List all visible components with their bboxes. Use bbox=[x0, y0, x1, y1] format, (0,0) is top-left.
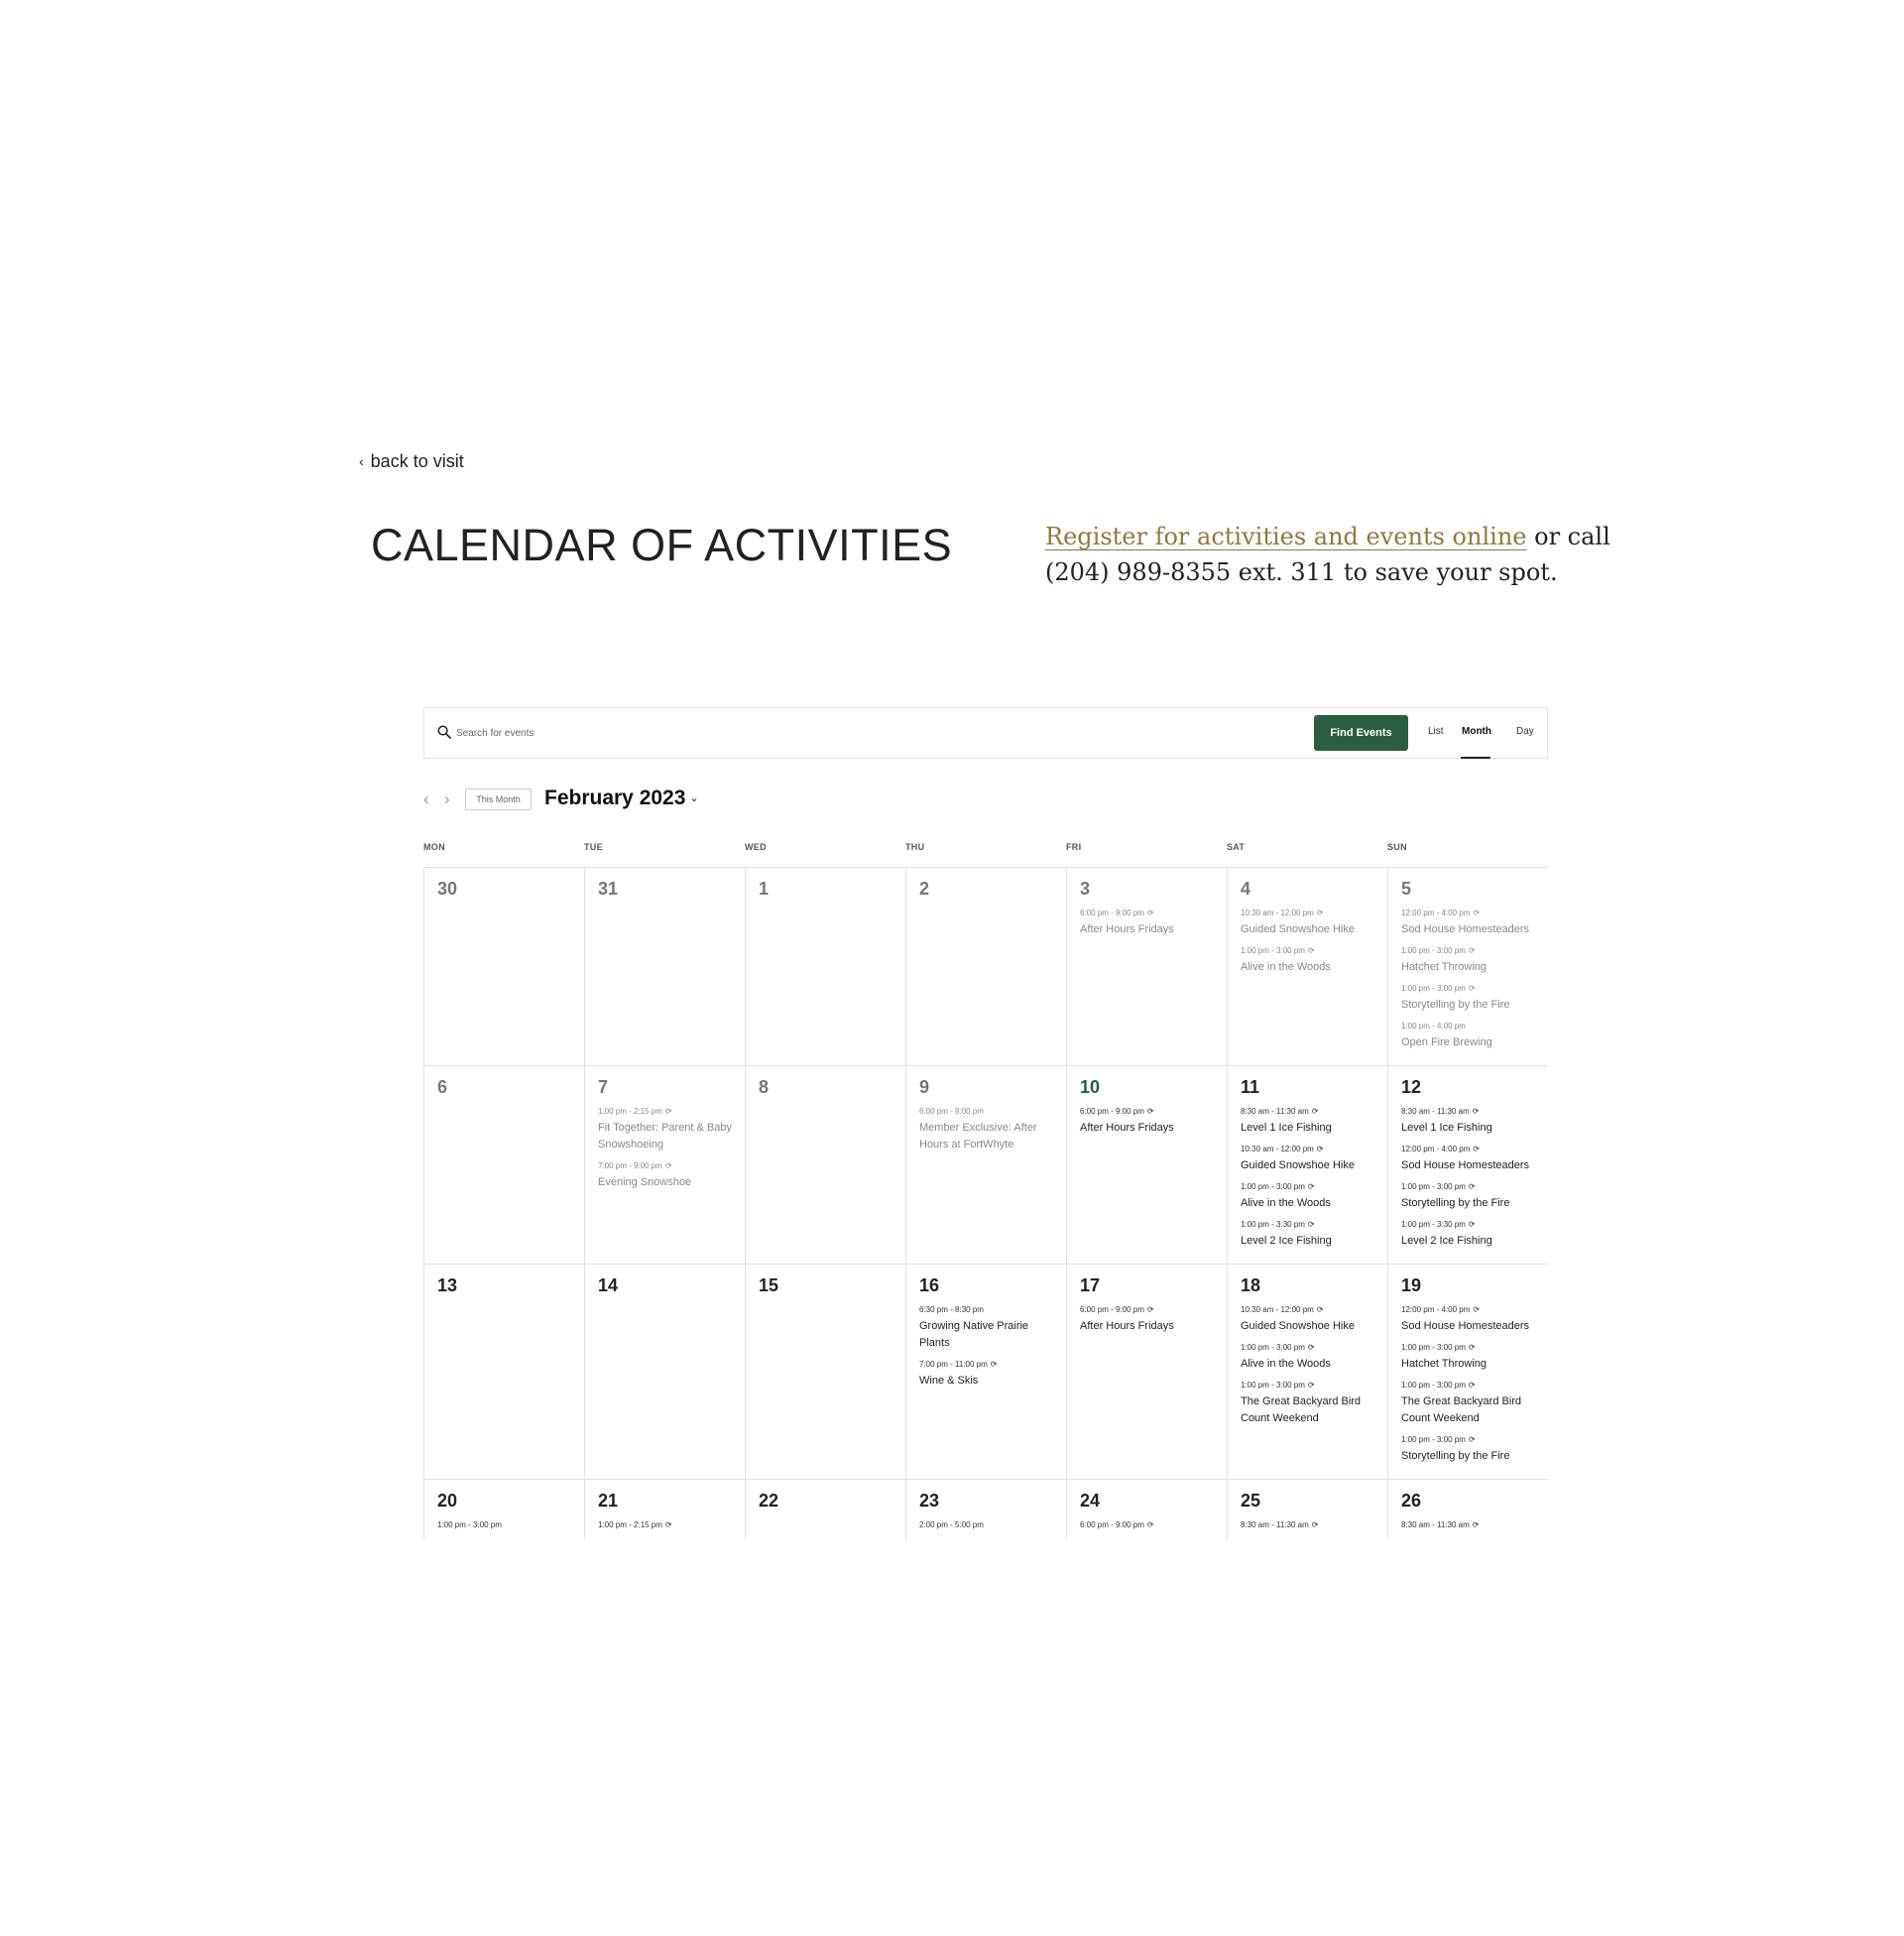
event-time bbox=[598, 1519, 733, 1530]
weekday-label: WED bbox=[745, 842, 767, 852]
recurring-icon: ⟳ bbox=[1146, 1520, 1154, 1529]
event-time bbox=[1241, 1304, 1375, 1315]
event-title[interactable]: After Hours Fridays bbox=[1080, 1122, 1174, 1134]
recurring-icon: ⟳ bbox=[1307, 946, 1315, 955]
calendar-event[interactable] bbox=[1080, 1304, 1215, 1335]
calendar-event[interactable] bbox=[1241, 1380, 1375, 1427]
event-time bbox=[1241, 1106, 1375, 1117]
calendar-day-cell[interactable] bbox=[585, 1066, 746, 1265]
event-title[interactable]: Storytelling by the Fire bbox=[1401, 999, 1510, 1011]
calendar-event[interactable] bbox=[1401, 908, 1536, 938]
event-time bbox=[1080, 908, 1215, 918]
view-list-tab[interactable]: List bbox=[1428, 726, 1444, 737]
month-navigation bbox=[423, 786, 820, 816]
calendar-day-cell[interactable] bbox=[424, 1265, 585, 1480]
calendar-day-cell[interactable] bbox=[424, 1480, 585, 1539]
weekday-label: THU bbox=[905, 842, 925, 852]
calendar-event[interactable] bbox=[1401, 1519, 1536, 1530]
event-time-text: 1:00 pm - 3:00 pm bbox=[1241, 1381, 1305, 1390]
day-number[interactable]: 20 bbox=[437, 1491, 458, 1511]
calendar-event[interactable] bbox=[1080, 1519, 1215, 1530]
event-time bbox=[1401, 1434, 1536, 1445]
event-time bbox=[1401, 1519, 1536, 1530]
event-time-text: 1:00 pm - 3:30 pm bbox=[1401, 1220, 1466, 1229]
day-number[interactable]: 18 bbox=[1241, 1275, 1261, 1295]
event-title[interactable]: Guided Snowshoe Hike bbox=[1241, 1320, 1355, 1332]
recurring-icon: ⟳ bbox=[1468, 1220, 1476, 1229]
event-time-text: 12:00 pm - 4:00 pm bbox=[1401, 1305, 1471, 1314]
find-events-button[interactable]: Find Events bbox=[1314, 715, 1408, 751]
calendar-event[interactable] bbox=[1401, 1181, 1536, 1212]
event-title[interactable]: Hatchet Throwing bbox=[1401, 961, 1488, 973]
calendar-day-cell[interactable] bbox=[1067, 1066, 1228, 1265]
calendar-day-cell[interactable] bbox=[746, 868, 906, 1066]
calendar-event[interactable] bbox=[1401, 945, 1536, 976]
event-time-text: 7:00 pm - 11:00 pm bbox=[919, 1360, 988, 1369]
calendar-event[interactable] bbox=[1401, 1021, 1536, 1051]
event-time-text: 1:00 pm - 2:15 pm bbox=[598, 1520, 662, 1529]
calendar-event[interactable] bbox=[1401, 1434, 1536, 1465]
recurring-icon: ⟳ bbox=[664, 1161, 672, 1170]
event-time-text: 1:00 pm - 3:00 pm bbox=[1401, 1381, 1466, 1390]
calendar-day-cell[interactable] bbox=[906, 1480, 1067, 1539]
event-time bbox=[1401, 1219, 1536, 1230]
recurring-icon: ⟳ bbox=[1307, 1381, 1315, 1390]
event-title[interactable]: Member Exclusive: After Hours at FortWhyte bbox=[919, 1122, 1037, 1150]
event-time-text: 8:30 am - 11:30 am bbox=[1241, 1107, 1309, 1116]
event-time bbox=[919, 1106, 1054, 1117]
event-time bbox=[598, 1160, 733, 1171]
event-time bbox=[1241, 1380, 1375, 1391]
event-time-text: 6:00 pm - 9:00 pm bbox=[1080, 1107, 1144, 1116]
event-time-text: 12:00 pm - 4:00 pm bbox=[1401, 1145, 1471, 1153]
event-title[interactable]: Alive in the Woods bbox=[1241, 1197, 1331, 1209]
calendar-event[interactable] bbox=[1241, 1342, 1375, 1373]
event-time bbox=[1401, 1021, 1536, 1031]
calendar-day-cell[interactable] bbox=[1388, 868, 1548, 1066]
event-title[interactable]: After Hours Fridays bbox=[1080, 923, 1174, 935]
event-title[interactable]: Storytelling by the Fire bbox=[1401, 1197, 1510, 1209]
calendar-event[interactable] bbox=[598, 1106, 733, 1153]
day-number[interactable]: 10 bbox=[1080, 1077, 1101, 1097]
calendar-event[interactable] bbox=[1401, 1342, 1536, 1373]
calendar-day-cell[interactable] bbox=[585, 868, 746, 1066]
calendar-event[interactable] bbox=[1401, 1219, 1536, 1250]
recurring-icon: ⟳ bbox=[1468, 1435, 1476, 1444]
calendar-event[interactable] bbox=[437, 1519, 572, 1530]
recurring-icon: ⟳ bbox=[1472, 1520, 1480, 1529]
recurring-icon: ⟳ bbox=[1311, 1520, 1319, 1529]
event-time bbox=[1401, 1144, 1536, 1154]
event-time-text: 1:00 pm - 2:15 pm bbox=[598, 1107, 662, 1116]
calendar-day-cell[interactable] bbox=[1067, 868, 1228, 1066]
day-number[interactable]: 3 bbox=[1080, 879, 1091, 899]
calendar-event[interactable] bbox=[919, 1519, 1054, 1530]
page-title: CALENDAR OF ACTIVITIES bbox=[371, 520, 953, 570]
weekday-header bbox=[423, 842, 1548, 854]
day-number[interactable]: 7 bbox=[598, 1077, 609, 1097]
event-title[interactable]: Guided Snowshoe Hike bbox=[1241, 1159, 1355, 1171]
event-time bbox=[1241, 945, 1375, 956]
event-time bbox=[1401, 983, 1536, 994]
day-number[interactable]: 19 bbox=[1401, 1275, 1422, 1295]
calendar-day-cell[interactable] bbox=[906, 1066, 1067, 1265]
calendar-event[interactable] bbox=[1241, 945, 1375, 976]
event-time-text: 8:30 am - 11:30 am bbox=[1401, 1107, 1470, 1116]
event-title[interactable]: Sod House Homesteaders bbox=[1401, 1320, 1530, 1332]
day-number[interactable]: 17 bbox=[1080, 1275, 1101, 1295]
active-view-indicator bbox=[1461, 757, 1490, 759]
event-time bbox=[919, 1304, 1054, 1315]
month-calendar-grid bbox=[423, 867, 1548, 1539]
next-month-arrow-icon[interactable]: › bbox=[444, 789, 450, 808]
event-search-bar bbox=[423, 707, 1548, 759]
calendar-event[interactable] bbox=[1241, 1219, 1375, 1250]
calendar-event[interactable] bbox=[1401, 1304, 1536, 1335]
calendar-event[interactable] bbox=[1401, 1106, 1536, 1137]
calendar-event[interactable] bbox=[919, 1359, 1054, 1390]
event-time-text: 1:00 pm - 3:00 pm bbox=[437, 1520, 502, 1529]
calendar-event[interactable] bbox=[1401, 983, 1536, 1014]
recurring-icon: ⟳ bbox=[1311, 1107, 1319, 1116]
event-title[interactable]: Sod House Homesteaders bbox=[1401, 923, 1530, 935]
event-title[interactable]: Alive in the Woods bbox=[1241, 1358, 1331, 1370]
event-time bbox=[1401, 1304, 1536, 1315]
back-to-visit-link[interactable] bbox=[359, 451, 464, 472]
recurring-icon: ⟳ bbox=[664, 1520, 672, 1529]
register-link[interactable]: Register for activities and events online bbox=[1045, 523, 1527, 550]
day-number[interactable]: 24 bbox=[1080, 1491, 1101, 1511]
recurring-icon: ⟳ bbox=[1468, 984, 1476, 993]
event-time bbox=[919, 1359, 1054, 1370]
event-time-text: 1:00 pm - 3:00 pm bbox=[1401, 1343, 1466, 1352]
recurring-icon: ⟳ bbox=[1146, 908, 1154, 917]
day-number[interactable]: 2 bbox=[919, 879, 930, 899]
calendar-event[interactable] bbox=[1241, 1106, 1375, 1137]
day-number[interactable]: 9 bbox=[919, 1077, 930, 1097]
event-time bbox=[919, 1519, 1054, 1530]
event-time bbox=[1401, 1380, 1536, 1391]
event-time-text: 6:00 pm - 9:00 pm bbox=[1080, 908, 1144, 917]
weekday-label: SUN bbox=[1387, 842, 1407, 852]
event-time-text: 1:00 pm - 4:00 pm bbox=[1401, 1022, 1466, 1030]
event-title[interactable]: Level 1 Ice Fishing bbox=[1401, 1122, 1492, 1134]
event-time-text: 8:30 am - 11:30 am bbox=[1401, 1520, 1470, 1529]
calendar-day-cell[interactable] bbox=[906, 868, 1067, 1066]
calendar-day-cell[interactable] bbox=[746, 1480, 906, 1539]
event-time-text: 10:30 am - 12:00 pm bbox=[1241, 1305, 1314, 1314]
recurring-icon: ⟳ bbox=[1316, 1305, 1324, 1314]
recurring-icon: ⟳ bbox=[1472, 1107, 1480, 1116]
search-input[interactable] bbox=[456, 717, 1051, 749]
day-number[interactable]: 11 bbox=[1241, 1077, 1260, 1097]
calendar-day-cell[interactable] bbox=[1228, 1265, 1388, 1480]
day-number[interactable]: 23 bbox=[919, 1491, 940, 1511]
recurring-icon: ⟳ bbox=[1473, 1145, 1481, 1153]
view-day-tab[interactable]: Day bbox=[1516, 726, 1534, 737]
event-time-text: 1:00 pm - 3:00 pm bbox=[1241, 1182, 1305, 1191]
month-title: February 2023 bbox=[544, 786, 686, 809]
calendar-day-cell[interactable] bbox=[746, 1066, 906, 1265]
event-title[interactable]: Level 2 Ice Fishing bbox=[1401, 1235, 1492, 1247]
event-time bbox=[1080, 1304, 1215, 1315]
event-time bbox=[1241, 908, 1375, 918]
event-time-text: 8:30 am - 11:30 am bbox=[1241, 1520, 1309, 1529]
event-title[interactable]: Evening Snowshoe bbox=[598, 1176, 692, 1188]
chevron-down-icon: ⌄ bbox=[689, 792, 699, 804]
day-number[interactable]: 8 bbox=[759, 1077, 770, 1097]
recurring-icon: ⟳ bbox=[1468, 1182, 1476, 1191]
day-number[interactable]: 4 bbox=[1241, 879, 1251, 899]
calendar-event[interactable] bbox=[919, 1106, 1054, 1153]
calendar-event[interactable] bbox=[1241, 1519, 1375, 1530]
day-number[interactable]: 15 bbox=[759, 1275, 779, 1295]
event-time bbox=[1241, 1219, 1375, 1230]
calendar-event[interactable] bbox=[1241, 1181, 1375, 1212]
event-time-text: 10:30 am - 12:00 pm bbox=[1241, 908, 1314, 917]
search-icon bbox=[437, 725, 451, 739]
month-picker[interactable] bbox=[544, 786, 699, 810]
calendar-day-cell[interactable] bbox=[1388, 1480, 1548, 1539]
event-time-text: 6:00 pm - 9:00 pm bbox=[1080, 1520, 1144, 1529]
event-time-text: 6:30 pm - 8:30 pm bbox=[919, 1305, 984, 1314]
calendar-event[interactable] bbox=[598, 1160, 733, 1191]
recurring-icon: ⟳ bbox=[1146, 1305, 1154, 1314]
register-note bbox=[1045, 519, 1620, 590]
day-number[interactable]: 14 bbox=[598, 1275, 619, 1295]
event-time bbox=[1401, 1342, 1536, 1353]
calendar-day-cell[interactable] bbox=[1388, 1265, 1548, 1480]
event-time bbox=[1401, 945, 1536, 956]
calendar-day-cell[interactable] bbox=[1067, 1265, 1228, 1480]
day-number[interactable]: 6 bbox=[437, 1077, 448, 1097]
calendar-event[interactable] bbox=[1401, 1144, 1536, 1174]
event-time-text: 10:30 am - 12:00 pm bbox=[1241, 1145, 1314, 1153]
weekday-label: FRI bbox=[1066, 842, 1082, 852]
event-time bbox=[1241, 1181, 1375, 1192]
event-title[interactable]: Growing Native Prairie Plants bbox=[919, 1320, 1029, 1349]
event-title[interactable]: Open Fire Brewing bbox=[1401, 1036, 1492, 1048]
event-time-text: 1:00 pm - 3:00 pm bbox=[1401, 946, 1466, 955]
event-title[interactable]: After Hours Fridays bbox=[1080, 1320, 1174, 1332]
event-time-text: 7:00 pm - 9:00 pm bbox=[598, 1161, 662, 1170]
event-time bbox=[1241, 1144, 1375, 1154]
recurring-icon: ⟳ bbox=[1307, 1182, 1315, 1191]
event-title[interactable]: Hatchet Throwing bbox=[1401, 1358, 1488, 1370]
weekday-label: MON bbox=[423, 842, 445, 852]
event-time bbox=[1401, 1106, 1536, 1117]
day-number[interactable]: 22 bbox=[759, 1491, 779, 1511]
recurring-icon: ⟳ bbox=[664, 1107, 672, 1116]
event-time bbox=[1241, 1342, 1375, 1353]
event-title[interactable]: Alive in the Woods bbox=[1241, 961, 1331, 973]
event-time-text: 1:00 pm - 3:00 pm bbox=[1401, 984, 1466, 993]
event-title[interactable]: Fit Together: Parent & Baby Snowshoeing bbox=[598, 1122, 732, 1150]
event-time-text: 1:00 pm - 3:30 pm bbox=[1241, 1220, 1305, 1229]
calendar-day-cell[interactable] bbox=[585, 1265, 746, 1480]
recurring-icon: ⟳ bbox=[1146, 1107, 1154, 1116]
event-time bbox=[1401, 1181, 1536, 1192]
event-time bbox=[437, 1519, 572, 1530]
recurring-icon: ⟳ bbox=[1316, 1145, 1324, 1153]
day-number[interactable]: 1 bbox=[759, 879, 770, 899]
calendar-day-cell[interactable] bbox=[424, 868, 585, 1066]
event-title[interactable]: Sod House Homesteaders bbox=[1401, 1159, 1530, 1171]
day-number[interactable]: 13 bbox=[437, 1275, 458, 1295]
event-time bbox=[598, 1106, 733, 1117]
view-month-tab[interactable]: Month bbox=[1462, 726, 1491, 737]
event-time-text: 1:00 pm - 3:00 pm bbox=[1241, 1343, 1305, 1352]
day-number[interactable]: 5 bbox=[1401, 879, 1412, 899]
calendar-event[interactable] bbox=[1080, 1106, 1215, 1137]
day-number[interactable]: 25 bbox=[1241, 1491, 1261, 1511]
back-link-label: back to visit bbox=[370, 451, 464, 471]
calendar-day-cell[interactable] bbox=[585, 1480, 746, 1539]
calendar-day-cell[interactable] bbox=[1067, 1480, 1228, 1539]
event-time-text: 1:00 pm - 3:00 pm bbox=[1401, 1435, 1466, 1444]
recurring-icon: ⟳ bbox=[1473, 1305, 1481, 1314]
recurring-icon: ⟳ bbox=[1468, 946, 1476, 955]
calendar-event[interactable] bbox=[598, 1519, 733, 1530]
calendar-event[interactable] bbox=[1080, 908, 1215, 938]
recurring-icon: ⟳ bbox=[1307, 1220, 1315, 1229]
calendar-event[interactable] bbox=[1241, 1304, 1375, 1335]
calendar-event[interactable] bbox=[919, 1304, 1054, 1352]
calendar-day-cell[interactable] bbox=[1228, 1066, 1388, 1265]
event-time bbox=[1080, 1519, 1215, 1530]
event-time bbox=[1080, 1106, 1215, 1117]
calendar-event[interactable] bbox=[1241, 908, 1375, 938]
event-time-text: 1:00 pm - 3:00 pm bbox=[1401, 1182, 1466, 1191]
day-number[interactable]: 12 bbox=[1401, 1077, 1422, 1097]
calendar-event[interactable] bbox=[1401, 1380, 1536, 1427]
day-number[interactable]: 16 bbox=[919, 1275, 940, 1295]
event-title[interactable]: Wine & Skis bbox=[919, 1375, 979, 1387]
event-title[interactable]: The Great Backyard Bird Count Weekend bbox=[1401, 1395, 1522, 1424]
recurring-icon: ⟳ bbox=[1316, 908, 1324, 917]
event-time-text: 6:00 pm - 9:00 pm bbox=[1080, 1305, 1144, 1314]
weekday-label: TUE bbox=[584, 842, 603, 852]
event-title[interactable]: The Great Backyard Bird Count Weekend bbox=[1241, 1395, 1362, 1424]
day-number[interactable]: 26 bbox=[1401, 1491, 1422, 1511]
event-title[interactable]: Level 2 Ice Fishing bbox=[1241, 1235, 1332, 1247]
register-call-text: or call (204) 989-8355 ext. 311 to save your spot. bbox=[1045, 523, 1610, 586]
calendar-day-cell[interactable] bbox=[906, 1265, 1067, 1480]
calendar-event[interactable] bbox=[1241, 1144, 1375, 1174]
event-title[interactable]: Level 1 Ice Fishing bbox=[1241, 1122, 1332, 1134]
this-month-button[interactable]: This Month bbox=[465, 788, 532, 810]
recurring-icon: ⟳ bbox=[1468, 1343, 1476, 1352]
event-title[interactable]: Guided Snowshoe Hike bbox=[1241, 923, 1355, 935]
recurring-icon: ⟳ bbox=[990, 1360, 998, 1369]
event-time-text: 1:00 pm - 3:00 pm bbox=[1241, 946, 1305, 955]
event-time-text: 6:00 pm - 9:00 pm bbox=[919, 1107, 984, 1116]
event-time bbox=[1401, 908, 1536, 918]
recurring-icon: ⟳ bbox=[1473, 908, 1481, 917]
event-time-text: 2:00 pm - 5:00 pm bbox=[919, 1520, 984, 1529]
chevron-left-icon: ‹ bbox=[359, 453, 364, 469]
event-time-text: 12:00 pm - 4:00 pm bbox=[1401, 908, 1471, 917]
calendar-day-cell[interactable] bbox=[746, 1265, 906, 1480]
calendar-day-cell[interactable] bbox=[1388, 1066, 1548, 1265]
day-number[interactable]: 21 bbox=[598, 1491, 619, 1511]
day-number[interactable]: 30 bbox=[437, 879, 458, 899]
weekday-label: SAT bbox=[1227, 842, 1246, 852]
calendar-day-cell[interactable] bbox=[424, 1066, 585, 1265]
previous-month-arrow-icon[interactable]: ‹ bbox=[423, 789, 429, 808]
event-time bbox=[1241, 1519, 1375, 1530]
recurring-icon: ⟳ bbox=[1307, 1343, 1315, 1352]
calendar-day-cell[interactable] bbox=[1228, 868, 1388, 1066]
day-number[interactable]: 31 bbox=[598, 879, 619, 899]
recurring-icon: ⟳ bbox=[1468, 1381, 1476, 1390]
calendar-day-cell[interactable] bbox=[1228, 1480, 1388, 1539]
event-title[interactable]: Storytelling by the Fire bbox=[1401, 1450, 1510, 1462]
